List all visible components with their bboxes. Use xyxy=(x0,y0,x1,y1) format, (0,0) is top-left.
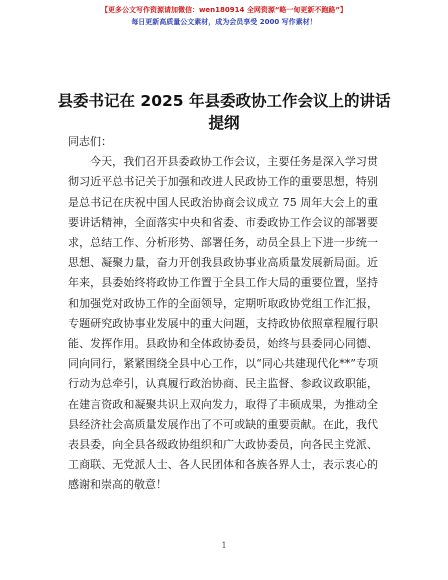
title-line-2: 提纲 xyxy=(208,114,240,132)
body-paragraph: 今天，我们召开县委政协工作会议，主要任务是深入学习贯彻习近平总书记关于加强和改进人民政协工作的重要思想，特别是总书记在庆祝中国人民政治协商会议成立 75 周年大会上的重要讲话精神，全面落实中央和省委、市委政协工作会议的部署要求，总结工作、分析形势、部署任务，动员全县上下进一步统一思想、凝聚力量，奋力开创我县政协事业高质量发展新局面。近年来，县委始终将政协工作置于全县工作大局的重要位置，坚持和加强党对政协工作的全面领导，定期听取政协党组工作汇报，专题研究政协事业发展中的重大问题，支持政协依照章程履行职能、发挥作用。县政协和全体政协委员，始终与县委同心同德、同向同行，紧紧围绕全县中心工作，以“同心共建现代化**”专项行动为总牵引，认真履行政治协商、民主监督、参政议政职能，在建言资政和凝聚共识上双向发力，取得了丰硕成果，为推动全县经济社会高质量发展作出了不可或缺的重要贡献。在此，我代表县委，向全县各级政协组织和广大政协委员，向各民主党派、工商联、无党派人士、各人民团体和各族各界人士，表示衷心的感谢和崇高的敬意！ xyxy=(68,155,378,492)
document-title xyxy=(0,90,448,134)
greeting: 同志们： xyxy=(68,135,112,148)
header-banner xyxy=(0,4,448,28)
banner-subline: 每日更新高质量公文素材，成为会员享受 2000 写作素材！ xyxy=(131,18,317,26)
document-body xyxy=(68,132,378,496)
title-line-1: 县委书记在 2025 年县委政协工作会议上的讲话 xyxy=(57,92,391,110)
banner-promo-line: 【更多公文写作资源请加微信：wen180914 全网资源“略一甸更新不跑路”】 xyxy=(100,6,348,14)
page-number: 1 xyxy=(221,541,227,550)
